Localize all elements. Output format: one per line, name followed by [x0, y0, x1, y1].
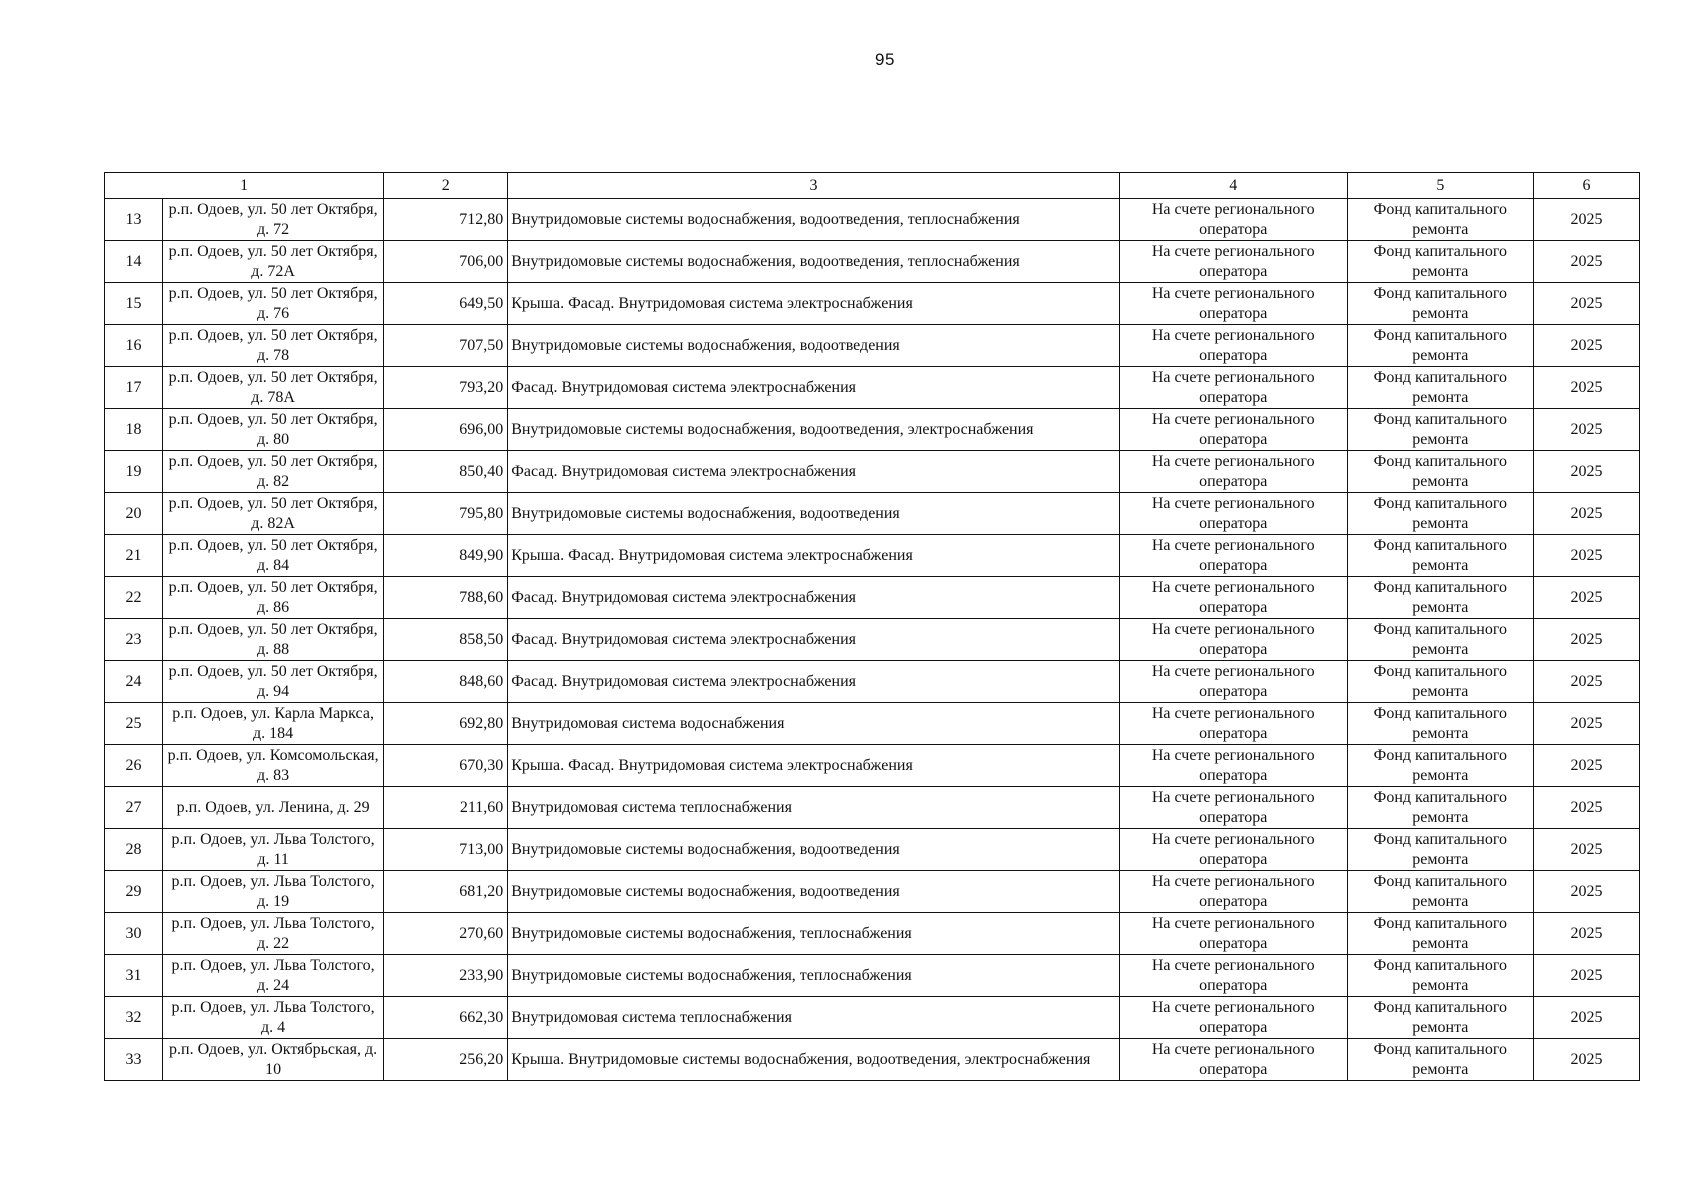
table-row [105, 619, 1640, 661]
works-cell: Внутридомовая система водоснабжения [508, 703, 1119, 745]
row-number: 30 [105, 913, 163, 955]
year-cell: 2025 [1533, 577, 1639, 619]
funding-source-cell: Фонд капитального ремонта [1347, 535, 1533, 577]
header-row [105, 173, 1640, 199]
funding-source-cell: Фонд капитального ремонта [1347, 409, 1533, 451]
address-cell: р.п. Одоев, ул. 50 лет Октября, д. 82А [163, 493, 384, 535]
row-number: 25 [105, 703, 163, 745]
address-cell: р.п. Одоев, ул. 50 лет Октября, д. 80 [163, 409, 384, 451]
table-row [105, 871, 1640, 913]
address-cell: р.п. Одоев, ул. 50 лет Октября, д. 88 [163, 619, 384, 661]
table-row [105, 199, 1640, 241]
account-cell: На счете регионального оператора [1119, 199, 1347, 241]
account-cell: На счете регионального оператора [1119, 913, 1347, 955]
funding-source-cell: Фонд капитального ремонта [1347, 997, 1533, 1039]
year-cell: 2025 [1533, 1039, 1639, 1081]
address-cell: р.п. Одоев, ул. Льва Толстого, д. 4 [163, 997, 384, 1039]
area-cell: 795,80 [384, 493, 508, 535]
funding-source-cell: Фонд капитального ремонта [1347, 829, 1533, 871]
year-cell: 2025 [1533, 703, 1639, 745]
table-row [105, 787, 1640, 829]
year-cell: 2025 [1533, 409, 1639, 451]
table-row [105, 451, 1640, 493]
row-number: 31 [105, 955, 163, 997]
area-cell: 706,00 [384, 241, 508, 283]
works-cell: Внутридомовые системы водоснабжения, теплоснабжения [508, 913, 1119, 955]
area-cell: 692,80 [384, 703, 508, 745]
year-cell: 2025 [1533, 367, 1639, 409]
area-cell: 848,60 [384, 661, 508, 703]
header-col-4: 4 [1119, 173, 1347, 199]
funding-source-cell: Фонд капитального ремонта [1347, 367, 1533, 409]
row-number: 22 [105, 577, 163, 619]
year-cell: 2025 [1533, 871, 1639, 913]
row-number: 15 [105, 283, 163, 325]
works-cell: Фасад. Внутридомовая система электроснабжения [508, 451, 1119, 493]
row-number: 20 [105, 493, 163, 535]
table-row [105, 241, 1640, 283]
account-cell: На счете регионального оператора [1119, 493, 1347, 535]
row-number: 28 [105, 829, 163, 871]
area-cell: 256,20 [384, 1039, 508, 1081]
table-header [105, 173, 1640, 199]
row-number: 27 [105, 787, 163, 829]
table-row [105, 535, 1640, 577]
account-cell: На счете регионального оператора [1119, 577, 1347, 619]
area-cell: 712,80 [384, 199, 508, 241]
area-cell: 707,50 [384, 325, 508, 367]
account-cell: На счете регионального оператора [1119, 703, 1347, 745]
funding-source-cell: Фонд капитального ремонта [1347, 325, 1533, 367]
area-cell: 649,50 [384, 283, 508, 325]
table-row [105, 283, 1640, 325]
table-row [105, 703, 1640, 745]
funding-source-cell: Фонд капитального ремонта [1347, 493, 1533, 535]
year-cell: 2025 [1533, 535, 1639, 577]
funding-source-cell: Фонд капитального ремонта [1347, 199, 1533, 241]
header-col-3: 3 [508, 173, 1119, 199]
works-cell: Фасад. Внутридомовая система электроснабжения [508, 619, 1119, 661]
account-cell: На счете регионального оператора [1119, 661, 1347, 703]
funding-source-cell: Фонд капитального ремонта [1347, 871, 1533, 913]
area-cell: 662,30 [384, 997, 508, 1039]
year-cell: 2025 [1533, 451, 1639, 493]
row-number: 23 [105, 619, 163, 661]
address-cell: р.п. Одоев, ул. Комсомольская, д. 83 [163, 745, 384, 787]
row-number: 21 [105, 535, 163, 577]
row-number: 19 [105, 451, 163, 493]
works-cell: Внутридомовые системы водоснабжения, водоотведения [508, 493, 1119, 535]
row-number: 32 [105, 997, 163, 1039]
works-cell: Внутридомовые системы водоснабжения, водоотведения [508, 829, 1119, 871]
works-cell: Внутридомовые системы водоснабжения, водоотведения, теплоснабжения [508, 241, 1119, 283]
account-cell: На счете регионального оператора [1119, 871, 1347, 913]
row-number: 14 [105, 241, 163, 283]
area-cell: 788,60 [384, 577, 508, 619]
funding-source-cell: Фонд капитального ремонта [1347, 241, 1533, 283]
account-cell: На счете регионального оператора [1119, 241, 1347, 283]
table-row [105, 661, 1640, 703]
area-cell: 858,50 [384, 619, 508, 661]
address-cell: р.п. Одоев, ул. 50 лет Октября, д. 78А [163, 367, 384, 409]
funding-source-cell: Фонд капитального ремонта [1347, 913, 1533, 955]
row-number: 18 [105, 409, 163, 451]
year-cell: 2025 [1533, 745, 1639, 787]
account-cell: На счете регионального оператора [1119, 955, 1347, 997]
row-number: 24 [105, 661, 163, 703]
works-cell: Крыша. Фасад. Внутридомовая система электроснабжения [508, 535, 1119, 577]
account-cell: На счете регионального оператора [1119, 409, 1347, 451]
works-cell: Крыша. Фасад. Внутридомовая система электроснабжения [508, 745, 1119, 787]
table-row [105, 913, 1640, 955]
works-cell: Внутридомовые системы водоснабжения, водоотведения [508, 325, 1119, 367]
header-col-1: 1 [105, 173, 384, 199]
year-cell: 2025 [1533, 493, 1639, 535]
address-cell: р.п. Одоев, ул. Октябрьская, д. 10 [163, 1039, 384, 1081]
address-cell: р.п. Одоев, ул. Льва Толстого, д. 24 [163, 955, 384, 997]
account-cell: На счете регионального оператора [1119, 829, 1347, 871]
area-cell: 793,20 [384, 367, 508, 409]
funding-source-cell: Фонд капитального ремонта [1347, 787, 1533, 829]
funding-source-cell: Фонд капитального ремонта [1347, 451, 1533, 493]
year-cell: 2025 [1533, 913, 1639, 955]
works-cell: Внутридомовые системы водоснабжения, теплоснабжения [508, 955, 1119, 997]
year-cell: 2025 [1533, 325, 1639, 367]
year-cell: 2025 [1533, 955, 1639, 997]
works-cell: Фасад. Внутридомовая система электроснабжения [508, 577, 1119, 619]
table-row [105, 745, 1640, 787]
funding-source-cell: Фонд капитального ремонта [1347, 703, 1533, 745]
row-number: 33 [105, 1039, 163, 1081]
account-cell: На счете регионального оператора [1119, 283, 1347, 325]
table-body [105, 199, 1640, 1081]
area-cell: 696,00 [384, 409, 508, 451]
table-row [105, 409, 1640, 451]
year-cell: 2025 [1533, 829, 1639, 871]
address-cell: р.п. Одоев, ул. 50 лет Октября, д. 82 [163, 451, 384, 493]
address-cell: р.п. Одоев, ул. Льва Толстого, д. 19 [163, 871, 384, 913]
row-number: 26 [105, 745, 163, 787]
address-cell: р.п. Одоев, ул. 50 лет Октября, д. 84 [163, 535, 384, 577]
funding-source-cell: Фонд капитального ремонта [1347, 619, 1533, 661]
works-cell: Внутридомовые системы водоснабжения, водоотведения [508, 871, 1119, 913]
works-cell: Внутридомовые системы водоснабжения, водоотведения, теплоснабжения [508, 199, 1119, 241]
funding-source-cell: Фонд капитального ремонта [1347, 577, 1533, 619]
account-cell: На счете регионального оператора [1119, 1039, 1347, 1081]
year-cell: 2025 [1533, 619, 1639, 661]
row-number: 29 [105, 871, 163, 913]
area-cell: 233,90 [384, 955, 508, 997]
year-cell: 2025 [1533, 199, 1639, 241]
header-col-2: 2 [384, 173, 508, 199]
address-cell: р.п. Одоев, ул. 50 лет Октября, д. 78 [163, 325, 384, 367]
address-cell: р.п. Одоев, ул. 50 лет Октября, д. 72А [163, 241, 384, 283]
funding-source-cell: Фонд капитального ремонта [1347, 283, 1533, 325]
account-cell: На счете регионального оператора [1119, 745, 1347, 787]
address-cell: р.п. Одоев, ул. 50 лет Октября, д. 76 [163, 283, 384, 325]
address-cell: р.п. Одоев, ул. 50 лет Октября, д. 94 [163, 661, 384, 703]
area-cell: 713,00 [384, 829, 508, 871]
area-cell: 270,60 [384, 913, 508, 955]
year-cell: 2025 [1533, 283, 1639, 325]
works-cell: Внутридомовые системы водоснабжения, водоотведения, электроснабжения [508, 409, 1119, 451]
row-number: 13 [105, 199, 163, 241]
funding-source-cell: Фонд капитального ремонта [1347, 1039, 1533, 1081]
account-cell: На счете регионального оператора [1119, 997, 1347, 1039]
address-cell: р.п. Одоев, ул. Льва Толстого, д. 22 [163, 913, 384, 955]
page-number: 95 [875, 50, 895, 69]
account-cell: На счете регионального оператора [1119, 451, 1347, 493]
row-number: 17 [105, 367, 163, 409]
works-cell: Крыша. Фасад. Внутридомовая система электроснабжения [508, 283, 1119, 325]
funding-source-cell: Фонд капитального ремонта [1347, 955, 1533, 997]
account-cell: На счете регионального оператора [1119, 787, 1347, 829]
header-col-5: 5 [1347, 173, 1533, 199]
year-cell: 2025 [1533, 661, 1639, 703]
year-cell: 2025 [1533, 997, 1639, 1039]
account-cell: На счете регионального оператора [1119, 325, 1347, 367]
works-cell: Внутридомовая система теплоснабжения [508, 787, 1119, 829]
table-row [105, 955, 1640, 997]
works-cell: Внутридомовая система теплоснабжения [508, 997, 1119, 1039]
row-number: 16 [105, 325, 163, 367]
header-col-6: 6 [1533, 173, 1639, 199]
works-cell: Фасад. Внутридомовая система электроснабжения [508, 367, 1119, 409]
capital-repair-table [104, 172, 1640, 1081]
account-cell: На счете регионального оператора [1119, 535, 1347, 577]
account-cell: На счете регионального оператора [1119, 367, 1347, 409]
table-row [105, 493, 1640, 535]
table-row [105, 829, 1640, 871]
area-cell: 850,40 [384, 451, 508, 493]
address-cell: р.п. Одоев, ул. Ленина, д. 29 [163, 787, 384, 829]
address-cell: р.п. Одоев, ул. 50 лет Октября, д. 86 [163, 577, 384, 619]
table-row [105, 577, 1640, 619]
area-cell: 849,90 [384, 535, 508, 577]
table-row [105, 325, 1640, 367]
year-cell: 2025 [1533, 241, 1639, 283]
works-cell: Фасад. Внутридомовая система электроснабжения [508, 661, 1119, 703]
table-row [105, 367, 1640, 409]
area-cell: 670,30 [384, 745, 508, 787]
address-cell: р.п. Одоев, ул. 50 лет Октября, д. 72 [163, 199, 384, 241]
works-cell: Крыша. Внутридомовые системы водоснабжения, водоотведения, электроснабжения [508, 1039, 1119, 1081]
table-row [105, 997, 1640, 1039]
area-cell: 211,60 [384, 787, 508, 829]
funding-source-cell: Фонд капитального ремонта [1347, 745, 1533, 787]
table-row [105, 1039, 1640, 1081]
year-cell: 2025 [1533, 787, 1639, 829]
funding-source-cell: Фонд капитального ремонта [1347, 661, 1533, 703]
address-cell: р.п. Одоев, ул. Карла Маркса, д. 184 [163, 703, 384, 745]
account-cell: На счете регионального оператора [1119, 619, 1347, 661]
address-cell: р.п. Одоев, ул. Льва Толстого, д. 11 [163, 829, 384, 871]
area-cell: 681,20 [384, 871, 508, 913]
